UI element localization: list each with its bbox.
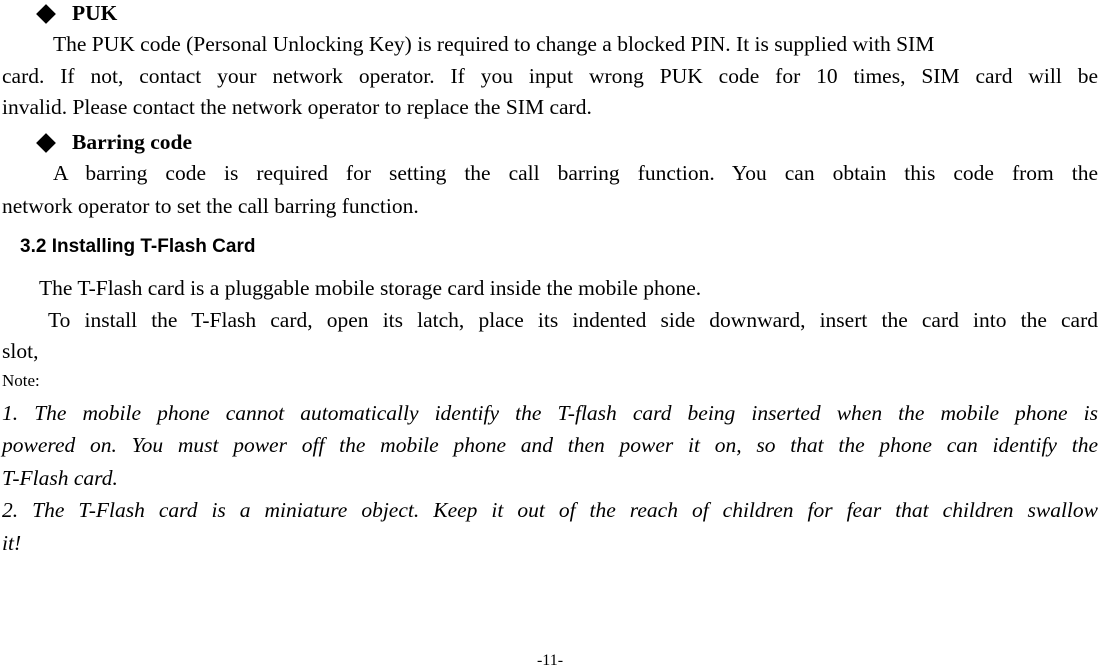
note-line-1: 1. The mobile phone cannot automatically identify the T-flash card being inserted when the mobile phone is	[2, 401, 1098, 425]
section-heading: 3.2 Installing T-Flash Card	[20, 236, 256, 257]
note-line-4: 2. The T-Flash card is a miniature object. Keep it out of the reach of children for fear that children swallow	[2, 498, 1098, 522]
note-line-2: powered on. You must power off the mobile phone and then power it on, so that the phone can identify the	[2, 433, 1098, 457]
puk-heading-text: PUK	[72, 1, 118, 25]
tflash-line-1: The T-Flash card is a pluggable mobile storage card inside the mobile phone.	[39, 276, 702, 300]
barring-line-1: A barring code is required for setting the call barring function. You can obtain this code from the	[53, 161, 1098, 185]
page-number: -11-	[536, 652, 564, 669]
barring-line-2: network operator to set the call barring function.	[2, 194, 419, 218]
barring-heading	[37, 130, 192, 155]
note-line-3: T-Flash card.	[2, 466, 118, 490]
tflash-line-3: slot,	[2, 339, 39, 363]
puk-line-1: The PUK code (Personal Unlocking Key) is required to change a blocked PIN. It is supplied with SIM	[53, 32, 935, 56]
puk-line-2: card. If not, contact your network operator. If you input wrong PUK code for 10 times, SIM card will be	[2, 64, 1098, 88]
puk-line-3: invalid. Please contact the network operator to replace the SIM card.	[2, 95, 592, 119]
barring-heading-text: Barring code	[72, 130, 193, 154]
tflash-line-2: To install the T-Flash card, open its latch, place its indented side downward, insert the card into the card	[48, 308, 1098, 332]
puk-heading	[37, 1, 117, 26]
diamond-bullet-icon	[36, 4, 56, 24]
note-label: Note:	[2, 371, 40, 390]
diamond-bullet-icon	[36, 133, 56, 153]
note-line-5: it!	[2, 531, 22, 555]
